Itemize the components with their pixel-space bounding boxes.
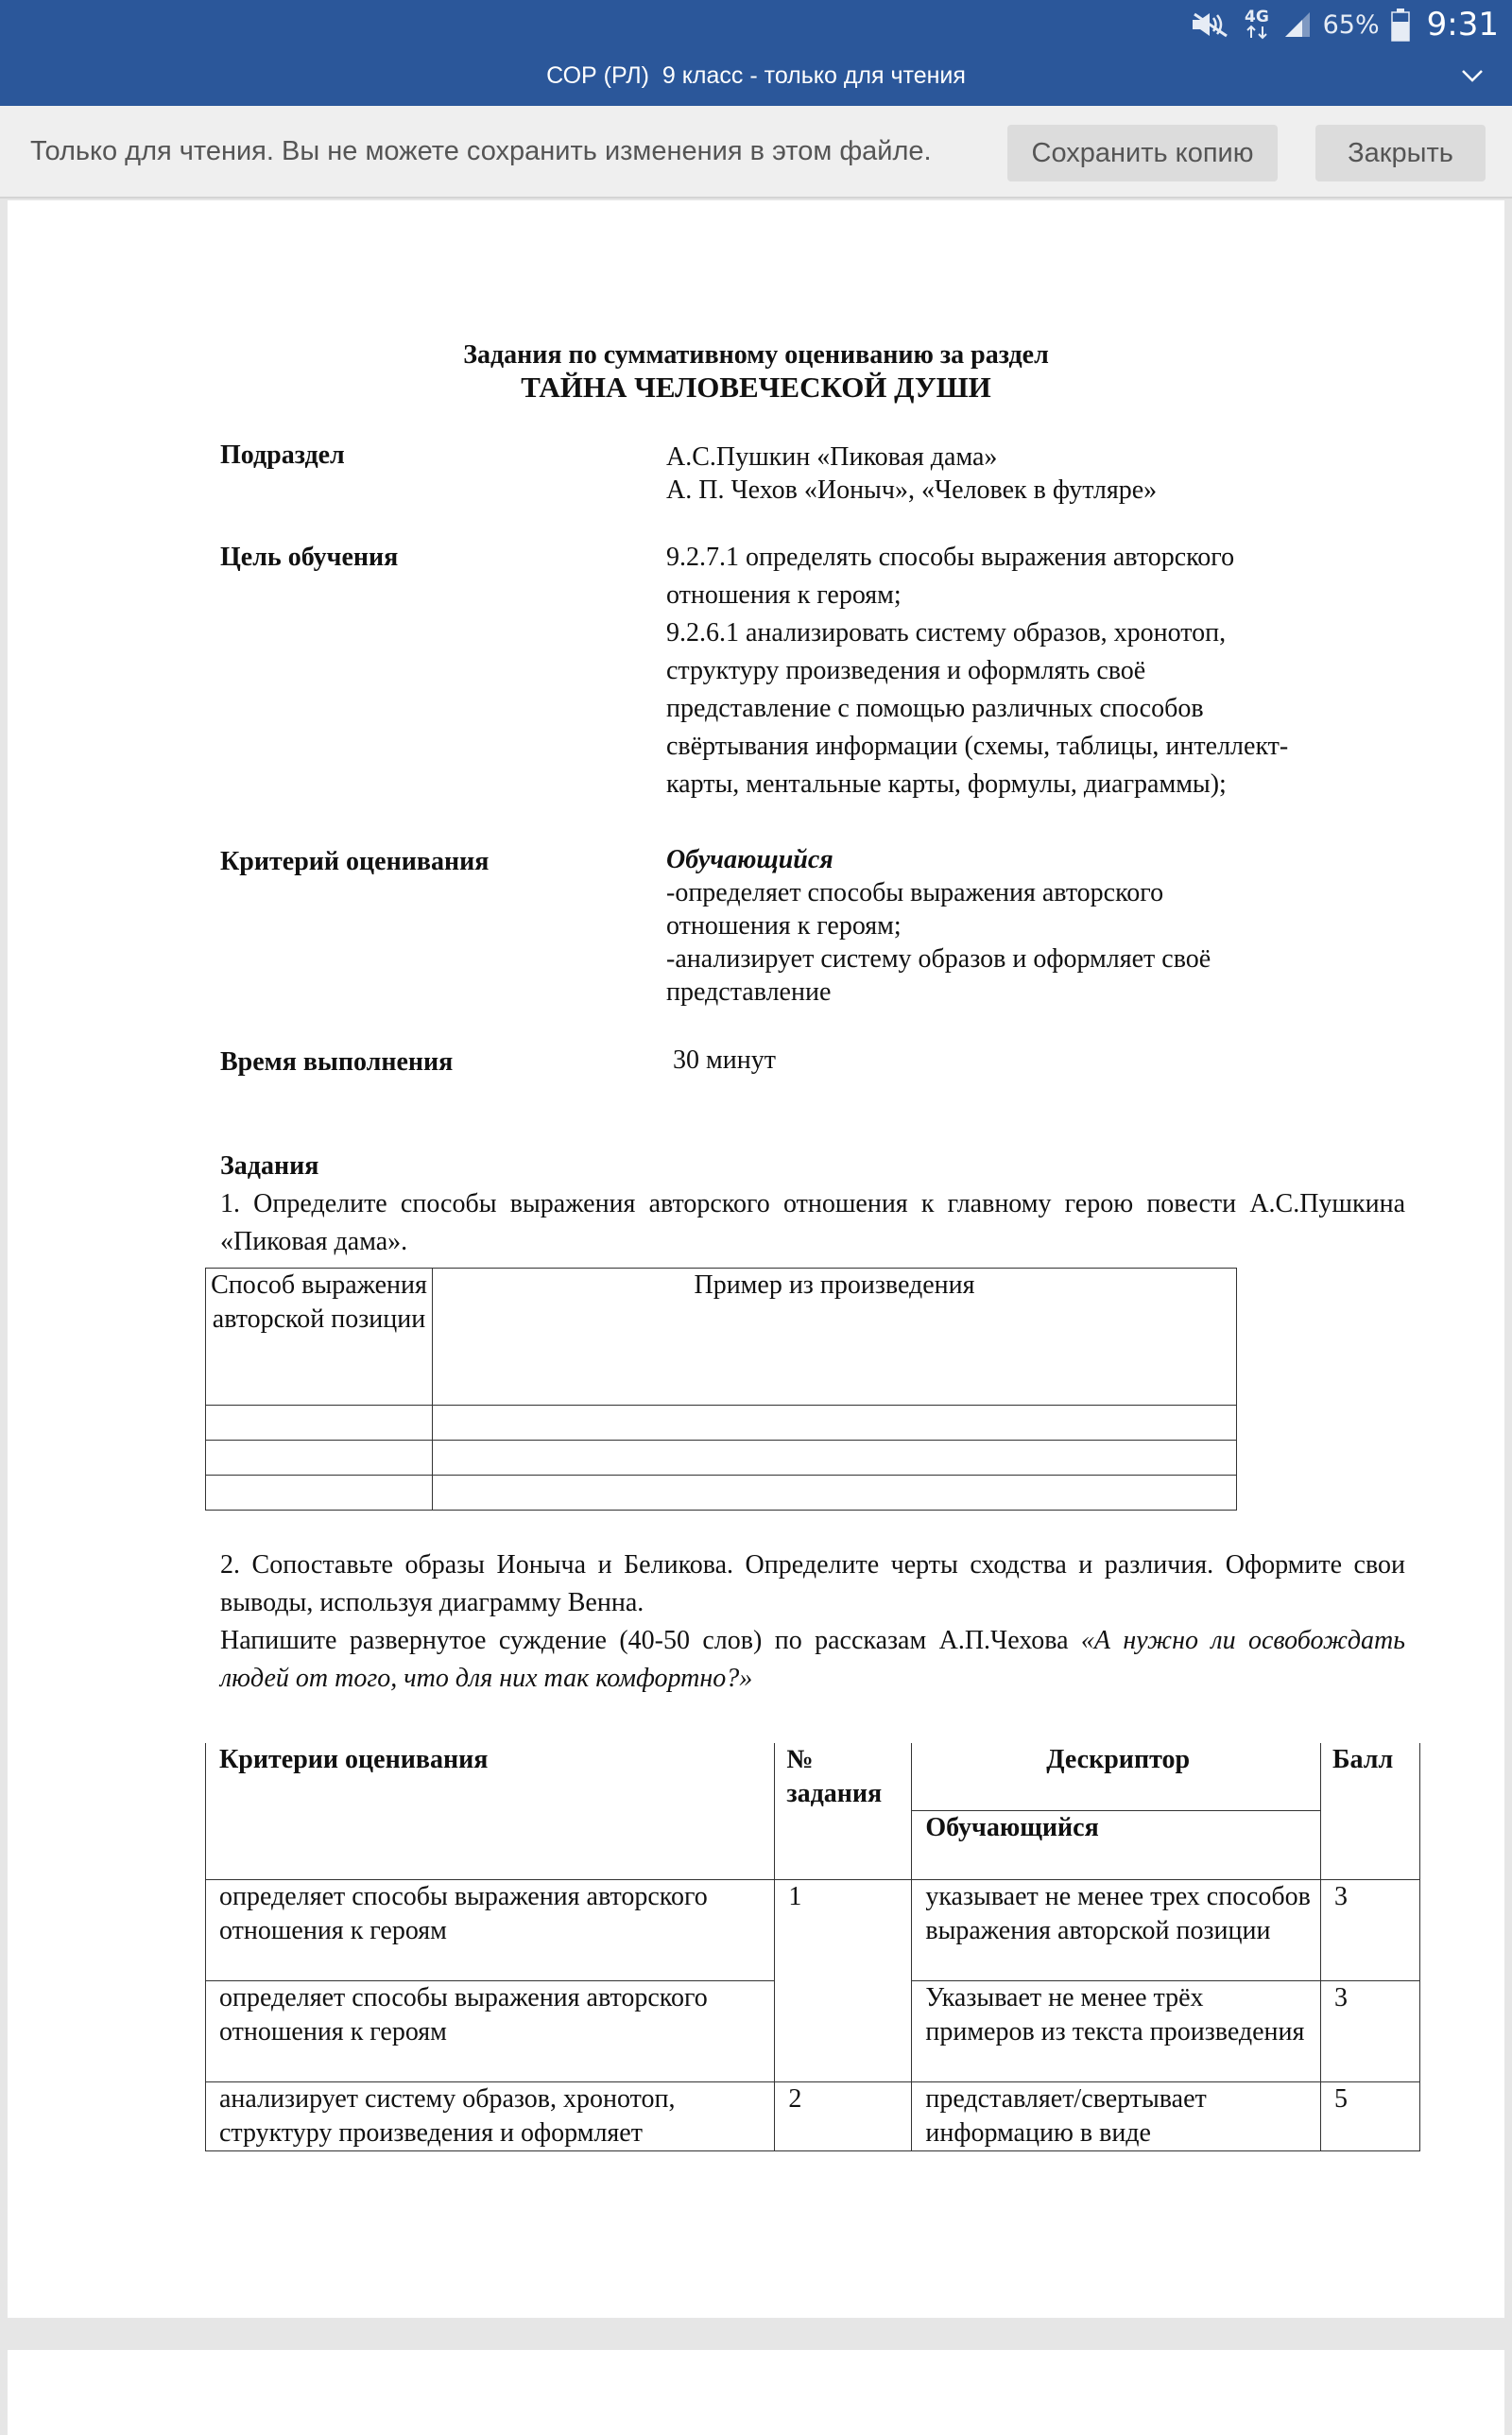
table1-header-example: Пример из произведения bbox=[433, 1269, 1237, 1406]
criteria-value bbox=[666, 843, 1405, 1009]
table1-cell[interactable] bbox=[433, 1406, 1237, 1441]
next-page bbox=[8, 2350, 1504, 2435]
close-button[interactable]: Закрыть bbox=[1315, 125, 1486, 181]
title-bar bbox=[0, 49, 1512, 106]
author-position-table bbox=[205, 1268, 1237, 1511]
criteria-cell: определяет способы выражения авторского отношения к героям bbox=[206, 1981, 775, 2082]
objective-line: свёртывания информации (схемы, таблицы, интеллект- bbox=[666, 732, 1289, 761]
criteria-cell: определяет способы выражения авторского отношения к героям bbox=[206, 1880, 775, 1981]
objective-line: структуру произведения и оформлять своё bbox=[666, 656, 1146, 685]
status-bar bbox=[0, 0, 1512, 49]
subsection-label: Подраздел bbox=[220, 440, 345, 470]
objective-value bbox=[666, 539, 1405, 803]
read-only-message: Только для чтения. Вы не можете сохранить изменения в этом файле. bbox=[30, 136, 932, 166]
assessment-criteria-table bbox=[205, 1743, 1420, 2151]
battery-icon bbox=[1391, 0, 1410, 49]
subsection-line: А. П. Чехов «Ионыч», «Человек в футляре» bbox=[666, 475, 1158, 505]
task3-italic: «А нужно ли освобождать людей от того, что для них так комфортно?» bbox=[220, 1626, 1405, 1693]
signal-icon bbox=[1283, 0, 1312, 49]
subsection-value bbox=[666, 440, 1405, 507]
header-descriptor: Дескриптор bbox=[912, 1743, 1321, 1811]
network-4g-icon bbox=[1242, 0, 1272, 49]
status-icons bbox=[1191, 0, 1499, 49]
criteria-heading: Обучающийся bbox=[666, 845, 833, 874]
subsection-line: А.С.Пушкин «Пиковая дама» bbox=[666, 442, 998, 472]
battery-percent: 65% bbox=[1322, 9, 1380, 40]
time-value: 30 минут bbox=[673, 1045, 776, 1075]
time-label: Время выполнения bbox=[220, 1047, 454, 1077]
header-learner: Обучающийся bbox=[912, 1811, 1321, 1880]
objective-line: карты, ментальные карты, формулы, диаграммы); bbox=[666, 769, 1227, 799]
doc-title-line1: Задания по суммативному оцениванию за раздел bbox=[463, 340, 1049, 370]
objective-label: Цель обучения bbox=[220, 543, 399, 572]
objective-line: 9.2.6.1 анализировать систему образов, хронотоп, bbox=[666, 618, 1227, 648]
doc-title-line2: ТАЙНА ЧЕЛОВЕЧЕСКОЙ ДУШИ bbox=[521, 371, 991, 404]
descriptor-cell: представляет/свертывает информацию в виде bbox=[912, 2082, 1321, 2151]
task1-text: 1. Определите способы выражения авторского отношения к главному герою повести А.С.Пушкина «Пиковая дама». bbox=[220, 1189, 1405, 1256]
chevron-down-icon[interactable] bbox=[1459, 62, 1486, 89]
header-score: Балл bbox=[1321, 1743, 1420, 1880]
document-title: СОР (РЛ) 9 класс - только для чтения bbox=[546, 62, 966, 89]
objective-line: отношения к героям; bbox=[666, 580, 902, 610]
score-cell: 3 bbox=[1321, 1981, 1420, 2082]
criteria-label: Критерий оценивания bbox=[220, 847, 490, 876]
descriptor-cell: указывает не менее трех способов выражения авторской позиции bbox=[912, 1880, 1321, 1981]
task2-text: 2. Сопоставьте образы Ионыча и Беликова. Определите черты сходства и различия. Оформите свои выводы, используя диаграмму Венна. bbox=[220, 1550, 1405, 1617]
header-task-no: № задания bbox=[775, 1743, 912, 1880]
table1-cell[interactable] bbox=[433, 1476, 1237, 1511]
document-page bbox=[8, 200, 1504, 2318]
objective-line: представление с помощью различных способов bbox=[666, 694, 1204, 723]
criteria-line: представление bbox=[666, 977, 832, 1007]
criteria-line: -анализирует систему образов и оформляет своё bbox=[666, 944, 1211, 974]
table1-cell[interactable] bbox=[206, 1406, 433, 1441]
save-copy-button[interactable]: Сохранить копию bbox=[1007, 125, 1278, 181]
table1-cell[interactable] bbox=[206, 1476, 433, 1511]
task-no-cell: 2 bbox=[775, 2082, 912, 2151]
criteria-cell: анализирует систему образов, хронотоп, структуру произведения и оформляет bbox=[206, 2082, 775, 2151]
score-cell: 3 bbox=[1321, 1880, 1420, 1981]
table1-cell[interactable] bbox=[433, 1441, 1237, 1476]
mute-icon bbox=[1191, 0, 1230, 49]
criteria-line: отношения к героям; bbox=[666, 911, 902, 941]
objective-line: 9.2.7.1 определять способы выражения авторского bbox=[666, 543, 1235, 572]
task3-plain: Напишите развернутое суждение (40-50 слов) по рассказам А.П.Чехова bbox=[220, 1626, 1081, 1655]
clock: 9:31 bbox=[1426, 6, 1499, 43]
table1-header-method: Способ выражения авторской позиции bbox=[206, 1269, 433, 1406]
read-only-bar bbox=[0, 106, 1512, 199]
criteria-line: -определяет способы выражения авторского bbox=[666, 878, 1164, 907]
header-criteria: Критерии оценивания bbox=[206, 1743, 775, 1880]
score-cell: 5 bbox=[1321, 2082, 1420, 2151]
task3-text bbox=[220, 1622, 1405, 1698]
tasks-heading: Задания bbox=[220, 1151, 319, 1181]
descriptor-cell: Указывает не менее трёх примеров из текста произведения bbox=[912, 1981, 1321, 2082]
task-no-cell: 1 bbox=[775, 1880, 912, 2082]
table1-cell[interactable] bbox=[206, 1441, 433, 1476]
network-label: 4G bbox=[1244, 8, 1269, 26]
